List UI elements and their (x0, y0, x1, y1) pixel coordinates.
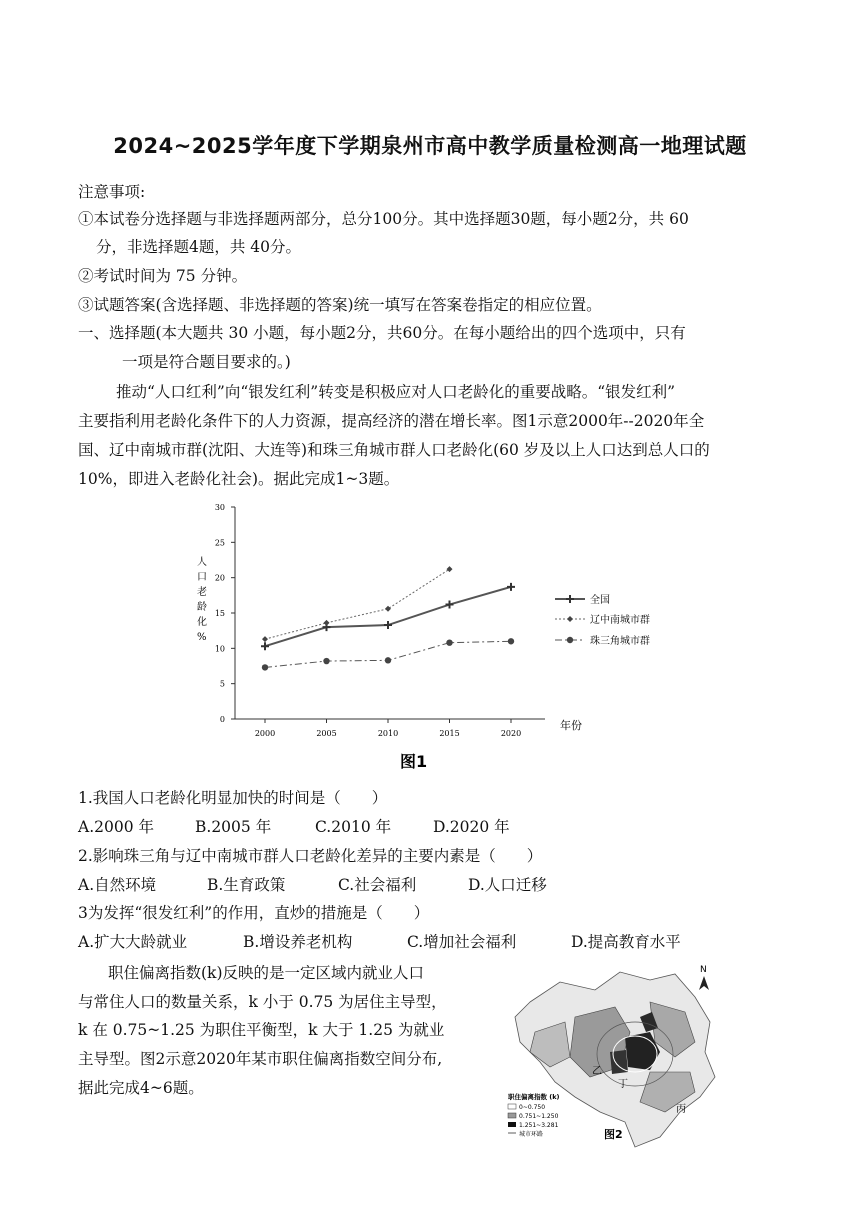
legend-marker (567, 637, 573, 643)
q3-option-a[interactable]: A.扩大大龄就业 (78, 933, 188, 951)
data-point (507, 583, 515, 591)
population-aging-chart (190, 495, 650, 780)
north-label: N (700, 965, 707, 975)
legend-swatch-mid (508, 1113, 516, 1118)
data-point (262, 664, 268, 670)
q1-option-b[interactable]: B.2005 年 (195, 818, 272, 836)
q3-option-b[interactable]: B.增设养老机构 (243, 933, 353, 951)
y-tick-label: 25 (214, 538, 225, 548)
chart-legend (555, 593, 650, 647)
intro-line-4: 10%，即进入老龄化社会)。据此完成1~3题。 (78, 470, 400, 488)
x-axis-label: 年份 (560, 719, 582, 732)
q1-option-d[interactable]: D.2020 年 (433, 818, 510, 836)
q3-option-d[interactable]: D.提高教育水平 (571, 933, 681, 951)
y-axis (215, 503, 235, 724)
map-legend-title: 职住偏离指数 (k) (508, 1093, 560, 1101)
legend-label: 辽中南城市群 (590, 615, 650, 626)
x-tick-label: 2015 (439, 729, 460, 738)
legend-item-low: 0~0.750 (519, 1104, 546, 1111)
y-tick-label: 30 (214, 503, 225, 512)
para2-line-4: 主导型。图2示意2020年某市职住偏离指数空间分布, (78, 1050, 443, 1068)
y-axis-label-char: 口 (197, 572, 207, 583)
y-tick-label: 5 (219, 679, 225, 689)
section-heading-a: 一、选择题(本大题共 30 小题，每小题2分，共60分。在每小题给出的四个选项中，只有 (78, 324, 686, 342)
para2-line-2: 与常住人口的数量关系，k 小于 0.75 为居住主导型， (78, 993, 447, 1011)
para2-line-3: k 在 0.75~1.25 为职住平衡型，k 大于 1.25 为就业 (78, 1021, 445, 1039)
y-tick-label: 10 (214, 644, 225, 654)
map-label-yi: 乙 (592, 1066, 602, 1077)
map-label-ding: 丁 (618, 1079, 628, 1090)
data-point (261, 642, 269, 650)
intro-line-3: 国、辽中南城市群(沈阳、大连等)和珠三角城市群人口老龄化(60 岁及以上人口达到总人口的 (78, 441, 710, 459)
job-housing-map (500, 962, 730, 1154)
data-point (447, 566, 453, 572)
q3-option-c[interactable]: C.增加社会福利 (407, 933, 517, 951)
legend-label: 珠三角城市群 (590, 636, 650, 647)
map-label-bing: 丙 (676, 1104, 686, 1115)
y-axis-label-char: 老 (197, 587, 207, 598)
q1-option-a[interactable]: A.2000 年 (78, 818, 154, 836)
notice-2: ②考试时间为 75 分钟。 (78, 267, 248, 285)
data-point (262, 636, 268, 642)
data-point (446, 639, 452, 645)
q2-option-d[interactable]: D.人口迁移 (468, 876, 547, 894)
y-axis-label-char: 化 (197, 617, 207, 628)
y-axis-label-char: % (197, 632, 207, 643)
intro-line-1: 推动“人口红利”向“银发红利”转变是积极应对人口老龄化的重要战略。“银发红利” (116, 383, 676, 401)
x-tick-label: 2005 (316, 729, 337, 738)
data-point (385, 606, 391, 612)
series-line-0 (265, 587, 511, 646)
series-line-1 (265, 569, 450, 639)
legend-item-mid: 0.751~1.250 (519, 1113, 559, 1120)
data-point (385, 657, 391, 663)
x-tick-label: 2000 (254, 729, 276, 738)
data-point (446, 601, 454, 609)
y-tick-label: 0 (219, 715, 225, 724)
legend-marker (566, 595, 574, 603)
y-tick-label: 15 (214, 609, 225, 618)
notice-3: ③试题答案(含选择题、非选择题的答案)统一填写在答案卷指定的相应位置。 (78, 296, 602, 314)
question-1: 1.我国人口老龄化明显加快的时间是（ ） (78, 789, 388, 807)
data-point (384, 621, 392, 629)
y-axis-label-char: 龄 (197, 602, 207, 613)
figure-1-caption: 图1 (400, 752, 428, 771)
para2-line-5: 据此完成4~6题。 (78, 1079, 204, 1097)
notice-1b: 分，非选择题4题，共 40分。 (96, 238, 302, 256)
figure-2-caption: 图2 (604, 1128, 623, 1141)
y-axis-label-char: 人 (197, 557, 207, 568)
notice-header: 注意事项: (78, 183, 146, 201)
legend-item-high: 1.251~3.281 (519, 1122, 559, 1129)
y-tick-label: 20 (214, 573, 225, 583)
para2-line-1: 职住偏离指数(k)反映的是一定区域内就业人口 (108, 964, 424, 982)
data-point (508, 638, 514, 644)
page-title: 2024~2025学年度下学期泉州市高中教学质量检测高一地理试题 (113, 134, 747, 158)
data-point (324, 620, 330, 626)
section-heading-b: 一项是符合题目要求的。) (122, 353, 291, 371)
q1-option-c[interactable]: C.2010 年 (315, 818, 392, 836)
legend-swatch-high (508, 1122, 516, 1127)
notice-1a: ①本试卷分选择题与非选择题两部分，总分100分。其中选择题30题，每小题2分，共 60 (78, 210, 689, 228)
legend-marker (567, 616, 573, 622)
x-axis (235, 719, 545, 738)
north-arrow-icon (699, 976, 709, 990)
data-point (323, 658, 329, 664)
q2-option-c[interactable]: C.社会福利 (338, 876, 417, 894)
legend-swatch-low (508, 1104, 516, 1109)
q2-option-a[interactable]: A.自然环境 (78, 876, 157, 894)
question-2: 2.影响珠三角与辽中南城市群人口老龄化差异的主要内素是（ ） (78, 847, 543, 865)
legend-item-road: 城市环路 (519, 1131, 544, 1138)
question-3: 3为发挥“很发红利”的作用，直炒的措施是（ ） (78, 904, 430, 922)
intro-line-2: 主要指利用老龄化条件下的人力资源，提高经济的潜在增长率。图1示意2000年--2020年全 (78, 412, 705, 430)
legend-label: 全国 (590, 595, 610, 606)
x-tick-label: 2020 (500, 729, 522, 738)
chart-series (261, 566, 515, 670)
y-axis-label (197, 555, 207, 643)
x-tick-label: 2010 (377, 729, 399, 738)
q2-option-b[interactable]: B.生育政策 (207, 876, 286, 894)
